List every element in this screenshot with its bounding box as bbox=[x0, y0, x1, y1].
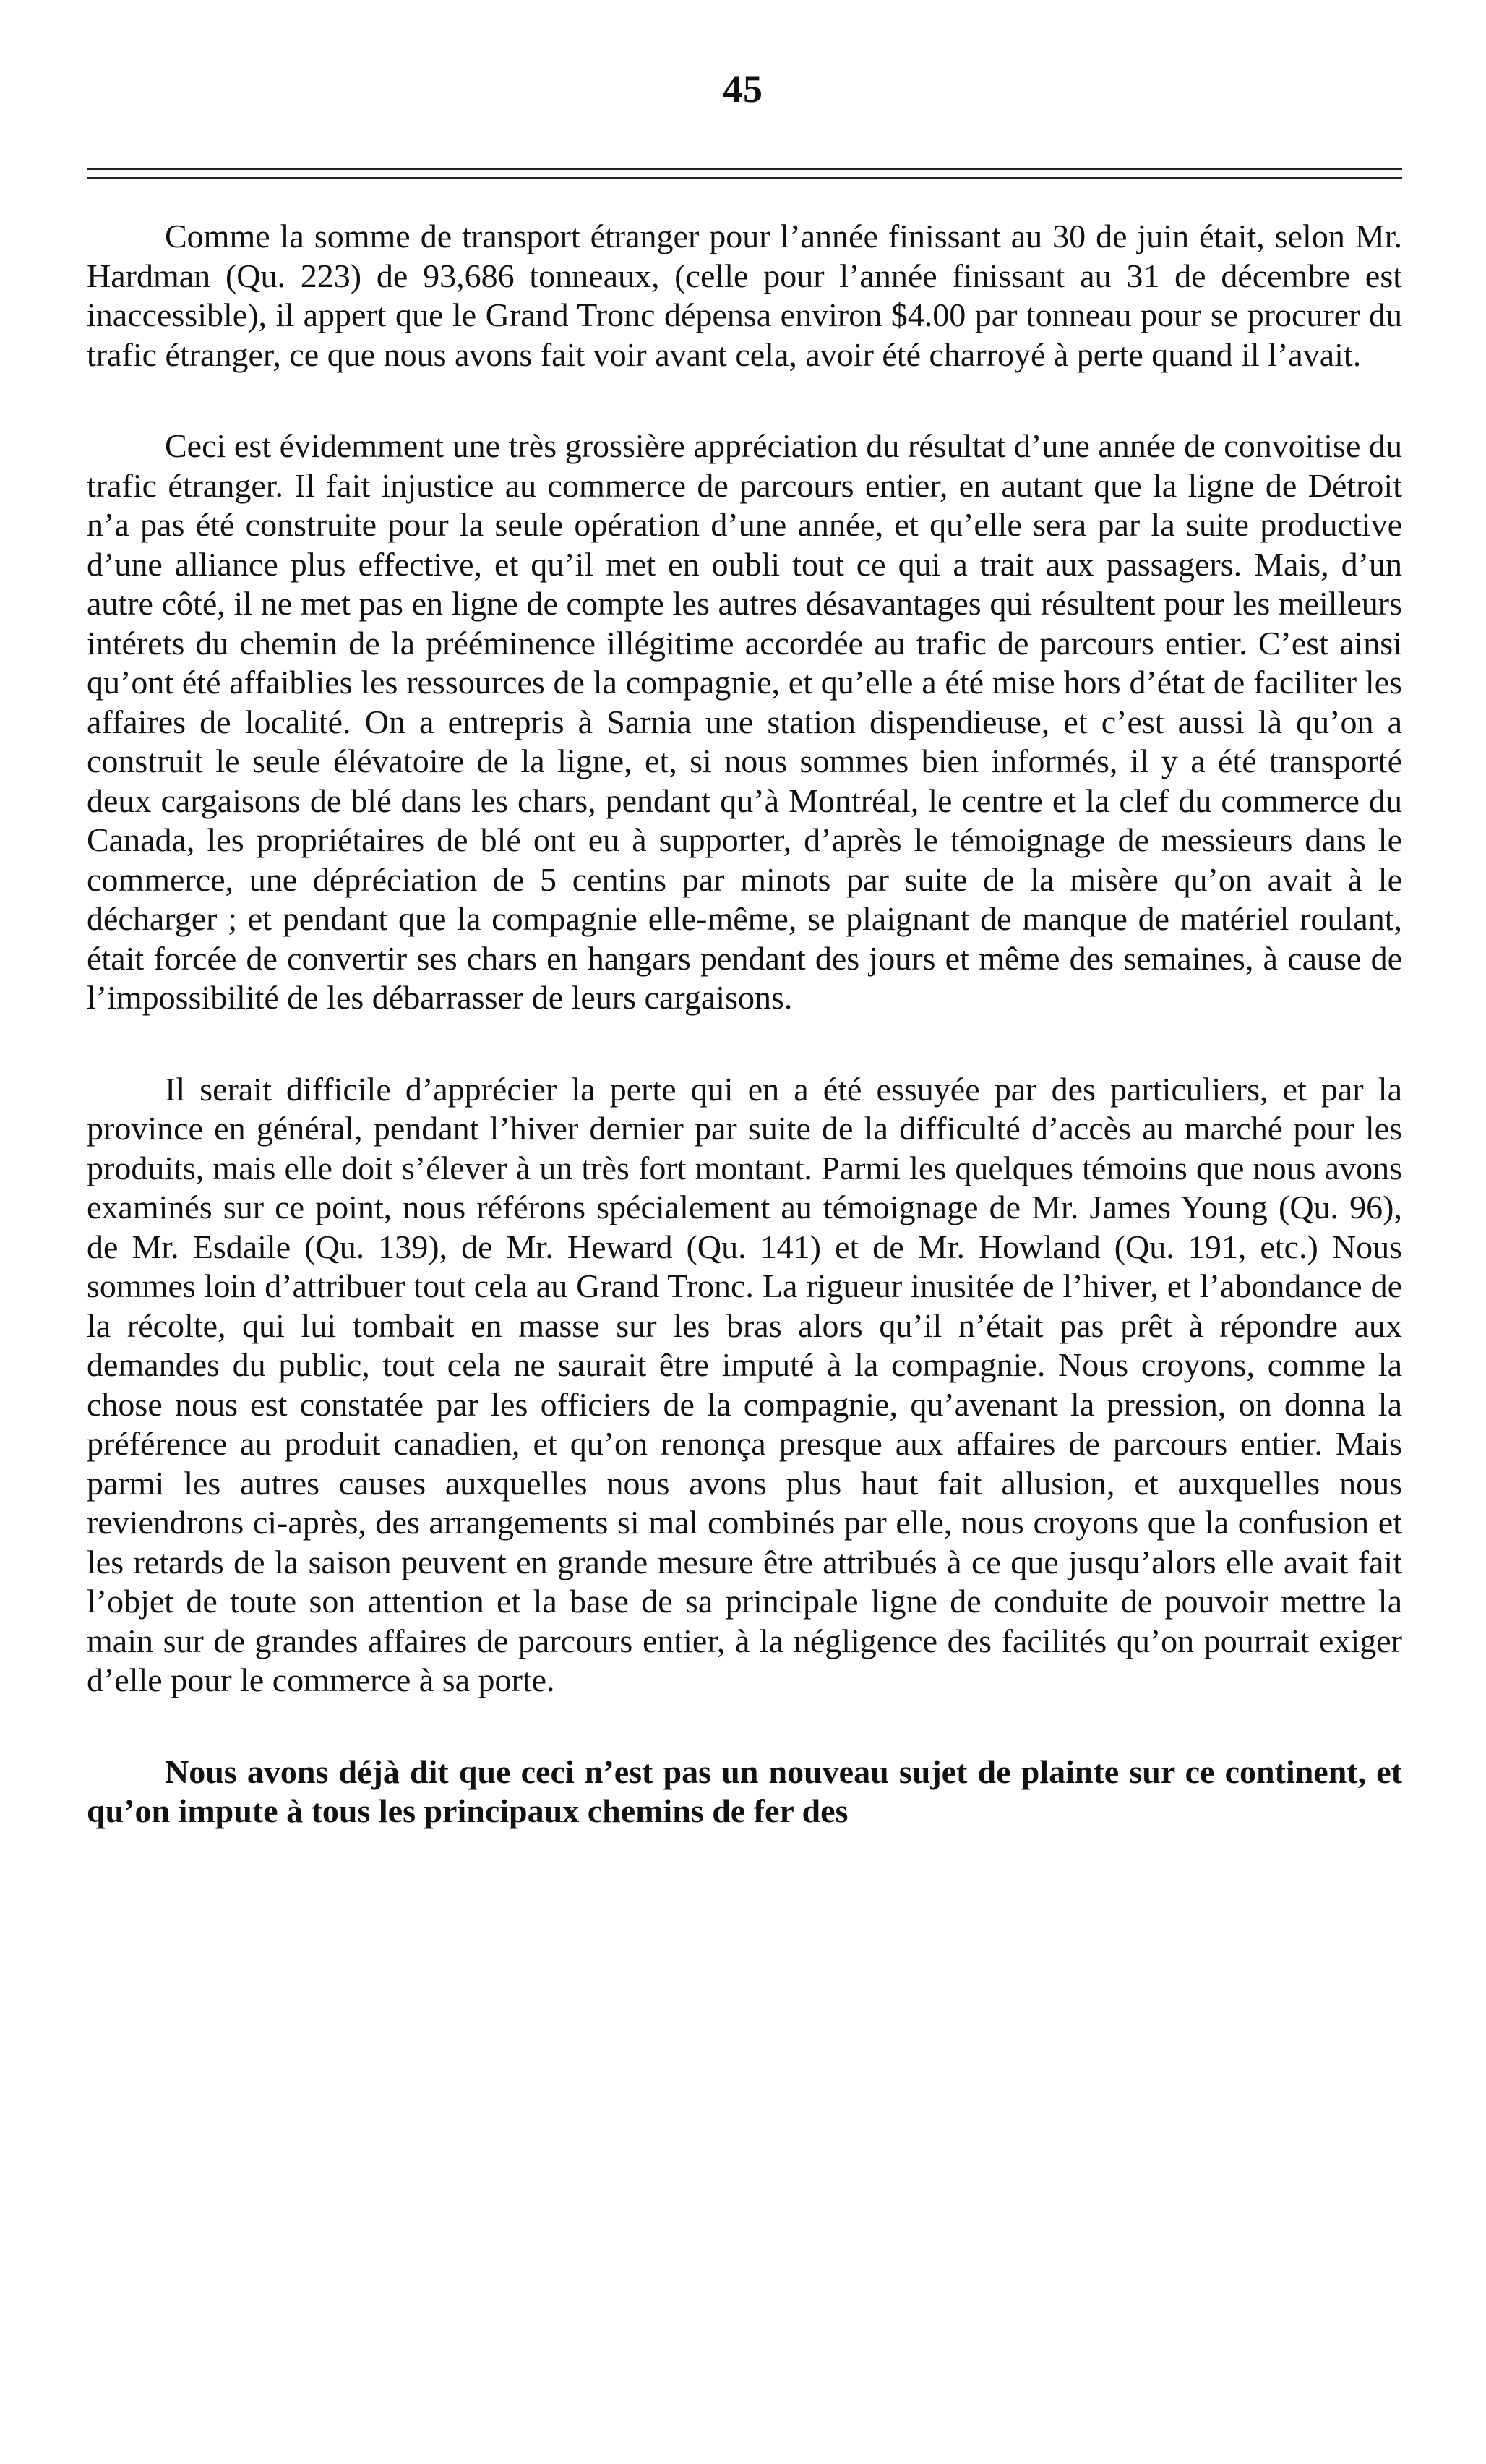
page-number: 45 bbox=[723, 67, 763, 111]
paragraph-1: Comme la somme de transport étranger pour l’année finissant au 30 de juin était, selon Mr. Hardman (Qu. 223) de 93,686 tonneaux, (celle pour l’année finissant au 31 de décembre est inaccessible), il appert que le Grand Tronc dépensa environ $4.00 par tonneau pour se procurer du trafic étranger, ce que nous avons fait voir avant cela, avoir été charroyé à perte quand il l’avait. bbox=[87, 218, 1402, 373]
paragraph-2: Ceci est évidemment une très grossière appréciation du résultat d’une année de convoitise du trafic étranger. Il fait injustice au commerce de parcours entier, en autant que la ligne de Détroit n’a pas été construite pour la seule opération d’une année, et qu’elle sera par la suite productive d’une alliance plus effective, et qu’il met en oubli tout ce qui a trait aux passagers. Mais, d’un autre côté, il ne met pas en ligne de compte les autres désavantages qui résultent pour les meilleurs intérets du chemin de la prééminence illégitime accordée au trafic de parcours entier. C’est ainsi qu’ont été affaiblies les ressources de la compagnie, et qu’elle a été mise hors d’état de faciliter les affaires de localité. On a entrepris à Sarnia une station dispendieuse, et c’est aussi là qu’on a construit le seule élévatoire de la ligne, et, si nous sommes bien informés, il y a été transporté deux cargaisons de blé dans les chars, pendant qu’à Montréal, le centre et la clef du commerce du Canada, les propriétaires de blé ont eu à supporter, d’après le témoignage de messieurs dans le commerce, une dépréciation de 5 centins par minots par suite de la misère qu’on avait à le décharger ; et pendant que la compagnie elle-même, se plaignant de manque de matériel roulant, était forcée de convertir ses chars en hangars pendant des jours et même des semaines, à cause de l’impossibilité de les débarrasser de leurs cargaisons. bbox=[87, 427, 1402, 1016]
paragraph-3: Il serait difficile d’apprécier la perte qui en a été essuyée par des particuliers, et par la province en général, pendant l’hiver dernier par suite de la difficulté d’accès au marché pour les produits, mais elle doit s’élever à un très fort montant. Parmi les quelques témoins que nous avons examinés sur ce point, nous référons spécialement au témoignage de Mr. James Young (Qu. 96), de Mr. Esdaile (Qu. 139), de Mr. Heward (Qu. 141) et de Mr. Howland (Qu. 191, etc.) Nous sommes loin d’attribuer tout cela au Grand Tronc. La rigueur inusitée de l’hiver, et l’abondance de la récolte, qui lui tombait en masse sur les bras alors qu’il n’était pas prêt à répondre aux demandes du public, tout cela ne saurait être imputé à la compagnie. Nous croyons, comme la chose nous est constatée par les officiers de la compagnie, qu’avenant la pression, on donna la préférence au produit canadien, et qu’on renonça presque aux affaires de parcours entier. Mais parmi les autres causes auxquelles nous avons plus haut fait allusion, et auxquelles nous reviendrons ci-après, des arrangements si mal combinés par elle, nous croyons que la confusion et les retards de la saison peuvent en grande mesure être attribués à ce que jusqu’alors elle avait fait l’objet de toute son attention et la base de sa principale ligne de conduite de pouvoir mettre la main sur de grandes affaires de parcours entier, à la négligence des facilités qu’on pourrait exiger d’elle pour le commerce à sa porte. bbox=[87, 1070, 1402, 1698]
header-rule bbox=[87, 168, 1402, 170]
body-text bbox=[87, 217, 1402, 1831]
header-rule-thin bbox=[87, 177, 1402, 179]
paragraph-4: Nous avons déjà dit que ceci n’est pas un nouveau sujet de plainte sur ce continent, et qu’on impute à tous les principaux chemins de fer des bbox=[87, 1753, 1402, 1829]
